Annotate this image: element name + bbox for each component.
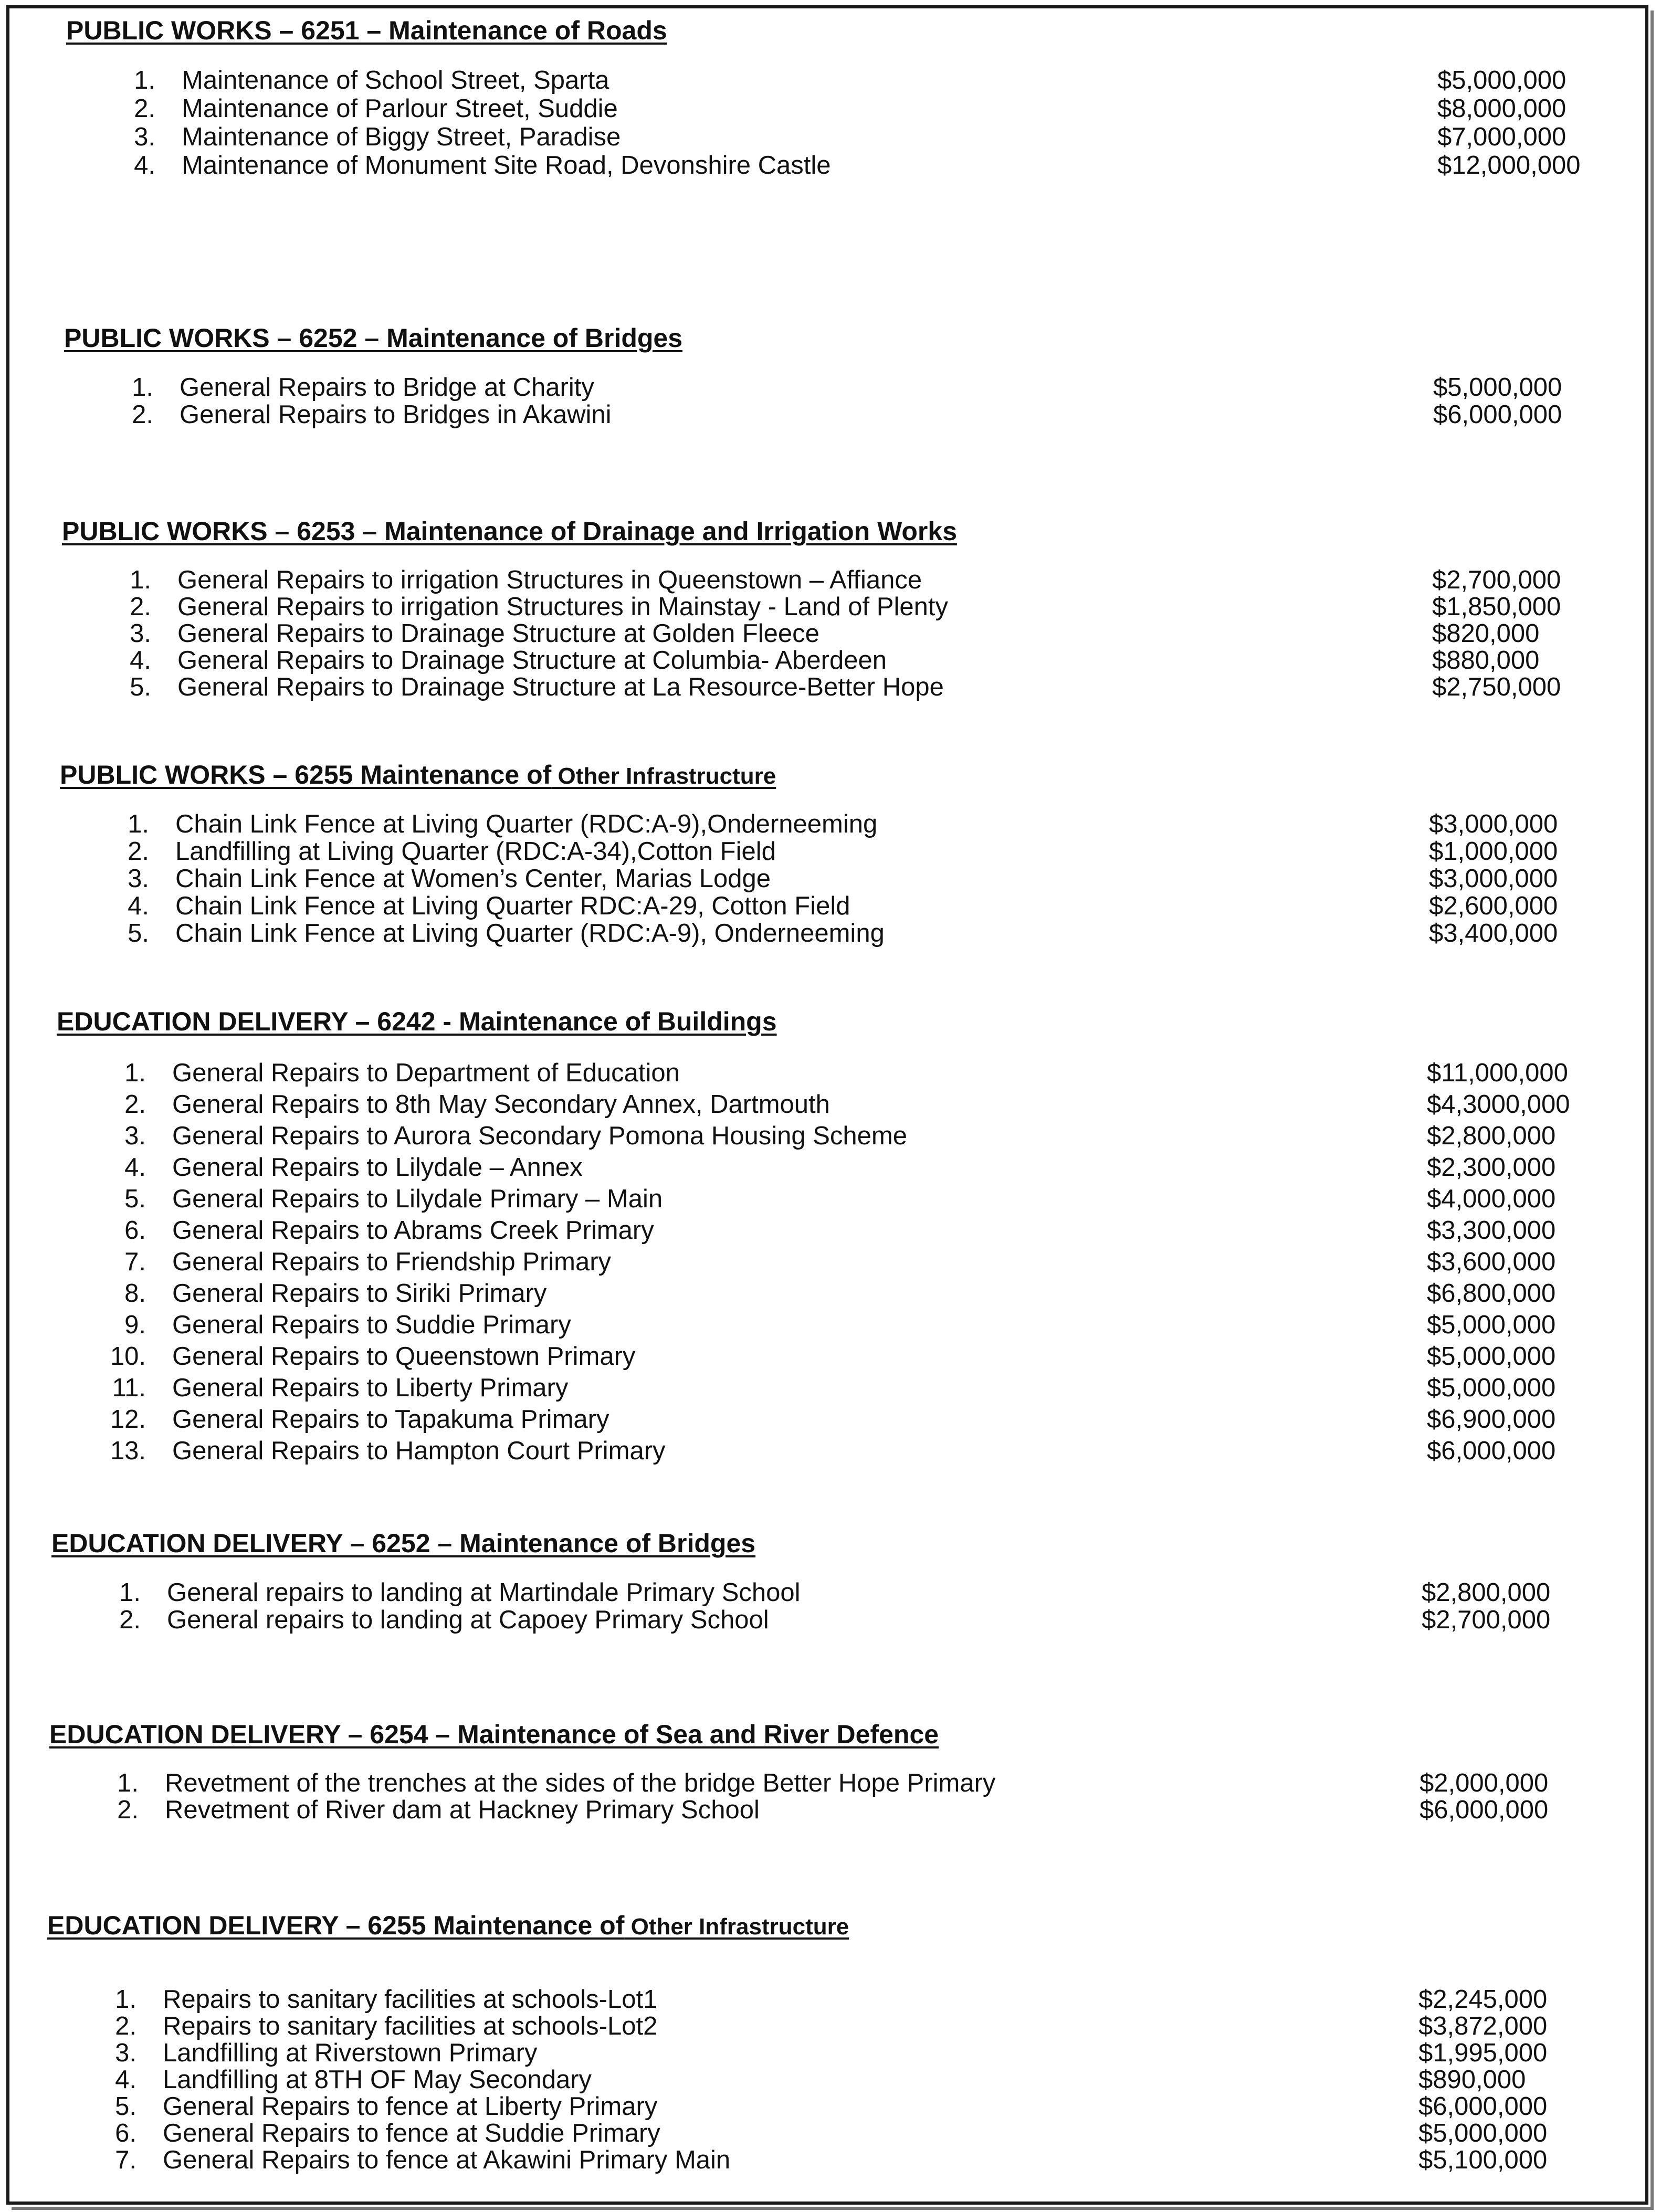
item-description: General Repairs to Hampton Court Primary (172, 1437, 666, 1465)
section-heading-text: PUBLIC WORKS – 6253 – Maintenance of Drainage and Irrigation Works (62, 517, 958, 546)
item-number: 1. (130, 566, 151, 594)
item-number: 2. (130, 593, 151, 621)
item-description: General Repairs to Friendship Primary (172, 1248, 612, 1276)
list-item (60, 920, 1635, 947)
item-number: 4. (130, 646, 151, 675)
list-item (66, 123, 1641, 151)
list-item (47, 2040, 1622, 2067)
item-amount: $890,000 (1418, 2066, 1526, 2094)
item-description: General Repairs to fence at Liberty Primary (163, 2092, 658, 2121)
item-list (51, 1579, 1626, 1634)
item-number: 4. (124, 1153, 146, 1182)
list-item (47, 2067, 1622, 2093)
list-item (57, 1309, 1632, 1341)
item-description: General Repairs to Bridges in Akawini (180, 401, 612, 429)
item-amount: $3,000,000 (1429, 810, 1558, 838)
item-number: 4. (128, 892, 149, 920)
item-amount: $2,700,000 (1432, 566, 1561, 594)
item-description: Repairs to sanitary facilities at schools-Lot1 (163, 1985, 658, 2014)
section-heading (62, 514, 1637, 548)
item-number: 2. (132, 401, 153, 429)
item-amount: $12,000,000 (1437, 151, 1581, 180)
item-description: Maintenance of Parlour Street, Suddie (182, 94, 618, 123)
list-item (57, 1089, 1632, 1120)
section-heading (51, 1526, 1626, 1560)
item-amount: $2,800,000 (1427, 1122, 1556, 1150)
item-amount: $880,000 (1432, 646, 1540, 675)
item-description: General Repairs to fence at Akawini Primary Main (163, 2146, 731, 2174)
item-number: 1. (132, 373, 153, 402)
list-item (66, 151, 1641, 180)
item-number: 9. (124, 1311, 146, 1339)
item-description: General repairs to landing at Capoey Primary School (167, 1606, 769, 1634)
list-item (57, 1435, 1632, 1467)
item-amount: $4,3000,000 (1427, 1090, 1570, 1119)
section-heading-text: PUBLIC WORKS – 6252 – Maintenance of Bridges (64, 323, 683, 353)
item-description: General Repairs to Aurora Secondary Pomona Housing Scheme (172, 1122, 907, 1150)
item-number: 5. (128, 919, 149, 947)
item-number: 4. (115, 2066, 136, 2094)
item-description: Chain Link Fence at Living Quarter (RDC:A-9),Onderneeming (175, 810, 878, 838)
item-list (66, 66, 1641, 180)
item-description: Repairs to sanitary facilities at schools-Lot2 (163, 2012, 658, 2040)
item-amount: $5,000,000 (1433, 373, 1562, 402)
item-description: General Repairs to fence at Suddie Primary (163, 2119, 660, 2147)
item-number: 10. (110, 1342, 146, 1371)
item-description: Landfilling at Living Quarter (RDC:A-34),Cotton Field (175, 837, 776, 866)
item-list (62, 567, 1637, 701)
item-description: General Repairs to Siriki Primary (172, 1279, 547, 1308)
list-item (51, 1579, 1626, 1606)
section-heading-text: EDUCATION DELIVERY – 6252 – Maintenance of Bridges (51, 1529, 756, 1558)
list-item (57, 1152, 1632, 1183)
item-number: 2. (124, 1090, 146, 1119)
list-item (47, 2093, 1622, 2120)
item-list (64, 374, 1639, 428)
item-number: 5. (124, 1185, 146, 1213)
item-number: 1. (128, 810, 149, 838)
section-2 (64, 321, 1639, 428)
item-number: 6. (115, 2119, 136, 2147)
list-item (57, 1246, 1632, 1278)
item-number: 1. (115, 1985, 136, 2014)
item-number: 5. (130, 673, 151, 701)
section-heading (57, 1005, 1632, 1038)
section-heading (60, 758, 1635, 792)
list-item (66, 66, 1641, 94)
section-heading-tail: Other Infrastructure (624, 1914, 849, 1940)
item-list (60, 810, 1635, 947)
list-item (47, 2147, 1622, 2174)
section-heading (64, 321, 1639, 355)
item-description: General Repairs to Bridge at Charity (180, 373, 594, 402)
item-amount: $6,800,000 (1427, 1279, 1556, 1308)
item-number: 3. (115, 2039, 136, 2067)
section-heading-text: PUBLIC WORKS – 6255 Maintenance of (60, 760, 552, 789)
item-amount: $820,000 (1432, 619, 1540, 648)
item-amount: $1,850,000 (1432, 593, 1561, 621)
section-heading-text: EDUCATION DELIVERY – 6254 – Maintenance of Sea and River Defence (49, 1720, 939, 1749)
item-list (57, 1057, 1632, 1467)
list-item (62, 674, 1637, 701)
list-item (66, 94, 1641, 123)
section-3 (62, 514, 1637, 701)
item-description: General Repairs to irrigation Structures in Queenstown – Affiance (177, 566, 922, 594)
list-item (60, 865, 1635, 892)
item-description: General Repairs to irrigation Structures in Mainstay - Land of Plenty (177, 593, 948, 621)
item-number: 12. (110, 1405, 146, 1434)
item-amount: $11,000,000 (1427, 1059, 1568, 1087)
item-amount: $6,000,000 (1418, 2092, 1548, 2121)
item-number: 2. (128, 837, 149, 866)
list-item (60, 838, 1635, 865)
list-item (47, 1986, 1622, 2013)
item-number: 2. (117, 1796, 139, 1824)
item-amount: $6,900,000 (1427, 1405, 1556, 1434)
item-amount: $6,000,000 (1433, 401, 1562, 429)
item-description: General Repairs to Drainage Structure at La Resource-Better Hope (177, 673, 944, 701)
section-8 (47, 1909, 1622, 2174)
item-amount: $3,600,000 (1427, 1248, 1556, 1276)
list-item (57, 1183, 1632, 1215)
item-number: 1. (117, 1769, 139, 1797)
item-amount: $8,000,000 (1437, 94, 1567, 123)
list-item (62, 567, 1637, 594)
item-description: General Repairs to Drainage Structure at Columbia- Aberdeen (177, 646, 887, 675)
section-heading-text: EDUCATION DELIVERY – 6255 Maintenance of (47, 1911, 625, 1940)
list-item (49, 1797, 1624, 1824)
item-description: Revetment of River dam at Hackney Primary School (165, 1796, 760, 1824)
item-number: 8. (124, 1279, 146, 1308)
item-amount: $1,000,000 (1429, 837, 1558, 866)
item-description: General Repairs to 8th May Secondary Annex, Dartmouth (172, 1090, 830, 1119)
item-amount: $5,000,000 (1427, 1311, 1556, 1339)
section-heading (49, 1718, 1624, 1751)
item-amount: $2,245,000 (1418, 1985, 1548, 2014)
item-amount: $1,995,000 (1418, 2039, 1548, 2067)
list-item (57, 1404, 1632, 1435)
item-amount: $4,000,000 (1427, 1185, 1556, 1213)
list-item (64, 374, 1639, 401)
item-description: Landfilling at Riverstown Primary (163, 2039, 538, 2067)
list-item (51, 1606, 1626, 1634)
item-number: 3. (128, 865, 149, 893)
item-number: 1. (134, 66, 155, 94)
item-list (49, 1770, 1624, 1824)
item-number: 3. (134, 123, 155, 151)
item-number: 2. (119, 1606, 141, 1634)
item-number: 1. (124, 1059, 146, 1087)
section-5 (57, 1005, 1632, 1467)
item-amount: $5,100,000 (1418, 2146, 1548, 2174)
item-number: 11. (112, 1374, 146, 1402)
item-description: Chain Link Fence at Women’s Center, Marias Lodge (175, 865, 771, 893)
section-heading (66, 14, 1641, 47)
item-list (47, 1986, 1622, 2174)
item-number: 3. (130, 619, 151, 648)
item-number: 7. (115, 2146, 136, 2174)
section-7 (49, 1718, 1624, 1824)
item-description: General repairs to landing at Martindale Primary School (167, 1578, 801, 1607)
item-amount: $5,000,000 (1427, 1342, 1556, 1371)
item-description: General Repairs to Drainage Structure at Golden Fleece (177, 619, 819, 648)
item-amount: $3,872,000 (1418, 2012, 1548, 2040)
item-description: General Repairs to Lilydale – Annex (172, 1153, 583, 1182)
item-amount: $2,700,000 (1422, 1606, 1551, 1634)
item-amount: $2,300,000 (1427, 1153, 1556, 1182)
section-heading (47, 1909, 1622, 1942)
list-item (62, 647, 1637, 674)
item-description: General Repairs to Abrams Creek Primary (172, 1216, 654, 1245)
section-4 (60, 758, 1635, 947)
item-description: Maintenance of Monument Site Road, Devonshire Castle (182, 151, 831, 180)
item-number: 5. (115, 2092, 136, 2121)
item-amount: $2,600,000 (1429, 892, 1558, 920)
item-description: Maintenance of Biggy Street, Paradise (182, 123, 621, 151)
list-item (64, 401, 1639, 428)
item-amount: $2,000,000 (1420, 1769, 1549, 1797)
section-heading-text: PUBLIC WORKS – 6251 – Maintenance of Roads (66, 16, 667, 45)
item-amount: $3,400,000 (1429, 919, 1558, 947)
section-heading-text: EDUCATION DELIVERY – 6242 - Maintenance of Buildings (57, 1007, 777, 1036)
item-description: General Repairs to Queenstown Primary (172, 1342, 636, 1371)
list-item (60, 810, 1635, 838)
list-item (60, 892, 1635, 920)
list-item (57, 1057, 1632, 1089)
item-description: Maintenance of School Street, Sparta (182, 66, 609, 94)
item-description: Chain Link Fence at Living Quarter RDC:A-29, Cotton Field (175, 892, 850, 920)
item-description: General Repairs to Suddie Primary (172, 1311, 571, 1339)
item-number: 6. (124, 1216, 146, 1245)
item-number: 2. (134, 94, 155, 123)
item-number: 4. (134, 151, 155, 180)
item-amount: $7,000,000 (1437, 123, 1567, 151)
item-number: 2. (115, 2012, 136, 2040)
section-1 (66, 14, 1641, 180)
list-item (47, 2120, 1622, 2147)
item-amount: $6,000,000 (1420, 1796, 1549, 1824)
item-description: General Repairs to Liberty Primary (172, 1374, 569, 1402)
item-description: Chain Link Fence at Living Quarter (RDC:A-9), Onderneeming (175, 919, 885, 947)
item-description: General Repairs to Department of Education (172, 1059, 680, 1087)
list-item (57, 1372, 1632, 1404)
item-number: 13. (110, 1437, 146, 1465)
item-amount: $5,000,000 (1427, 1374, 1556, 1402)
section-6 (51, 1526, 1626, 1634)
list-item (49, 1770, 1624, 1797)
item-description: General Repairs to Tapakuma Primary (172, 1405, 609, 1434)
list-item (62, 620, 1637, 647)
item-amount: $3,300,000 (1427, 1216, 1556, 1245)
section-heading-tail: Other Infrastructure (551, 763, 776, 789)
list-item (57, 1341, 1632, 1372)
item-amount: $5,000,000 (1437, 66, 1567, 94)
list-item (47, 2013, 1622, 2040)
item-description: Landfilling at 8TH OF May Secondary (163, 2066, 592, 2094)
list-item (57, 1278, 1632, 1309)
item-amount: $2,750,000 (1432, 673, 1561, 701)
item-description: General Repairs to Lilydale Primary – Main (172, 1185, 663, 1213)
item-description: Revetment of the trenches at the sides of the bridge Better Hope Primary (165, 1769, 996, 1797)
item-number: 3. (124, 1122, 146, 1150)
item-number: 1. (119, 1578, 141, 1607)
item-amount: $5,000,000 (1418, 2119, 1548, 2147)
list-item (62, 594, 1637, 620)
list-item (57, 1120, 1632, 1152)
item-amount: $3,000,000 (1429, 865, 1558, 893)
item-amount: $2,800,000 (1422, 1578, 1551, 1607)
item-amount: $6,000,000 (1427, 1437, 1556, 1465)
item-number: 7. (124, 1248, 146, 1276)
list-item (57, 1215, 1632, 1246)
